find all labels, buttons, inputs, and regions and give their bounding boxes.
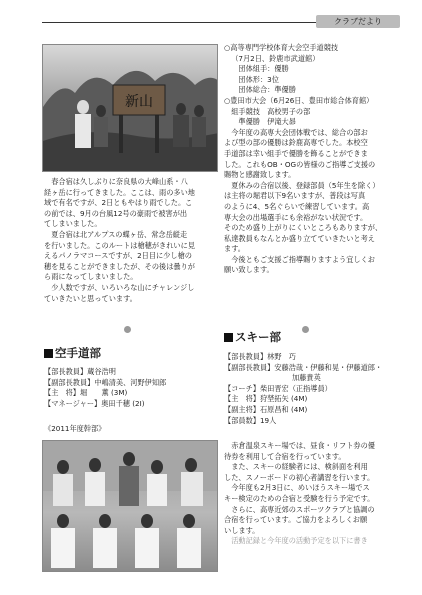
karate-result-line: そのため盛り上がりにくいところもありますが、 bbox=[224, 223, 383, 233]
ski-staff-line: 【コーチ】柴田晋宏（正指導員） bbox=[224, 383, 332, 393]
sign-text: 新山 bbox=[125, 94, 153, 110]
karate-result-line: 団体総合：準優勝 bbox=[238, 85, 296, 95]
karate-result-line: 準優勝 伊滝大昴 bbox=[238, 117, 296, 127]
karate-result-line: 専大会の出場選手にも余裕がない状況です。 bbox=[224, 212, 368, 222]
header-rule bbox=[42, 22, 358, 23]
mountain-club-text bbox=[44, 177, 224, 304]
ski-staff-line: 【部員数】19人 bbox=[224, 415, 277, 425]
mountain-text-line: 少人数ですが、いろいろな山にチャレンジし bbox=[51, 282, 195, 292]
karate-result-line: よび型の部の優勝は鈴鹿高専でした。本校空 bbox=[224, 138, 368, 148]
section-divider-dot bbox=[124, 326, 131, 333]
mountain-text-line: てしまいました。 bbox=[44, 219, 102, 229]
ski-text-line: 待券を利用して合宿を行っています。 bbox=[224, 451, 346, 461]
karate-result-line: 団体形：3位 bbox=[238, 74, 279, 84]
mountain-text-line: 経ヶ岳に行ってきました。ここは、雨の多い地 bbox=[44, 187, 195, 197]
mountain-text-line: の前では、9月の台風12号の豪雨で被害が出 bbox=[44, 208, 188, 218]
section-divider-dot bbox=[302, 326, 309, 333]
karate-result-line: 組手競技 高校男子の部 bbox=[231, 106, 311, 116]
square-bullet-icon bbox=[224, 333, 233, 342]
header-tab: クラブだより bbox=[316, 15, 400, 28]
karate-result-line: 願い致します。 bbox=[224, 265, 274, 275]
ski-text-line: 活動記録と今年度の活動予定を以下に書き bbox=[231, 536, 368, 546]
karate-result-line: 賜物と感謝致します。 bbox=[224, 170, 296, 180]
karate-result-line: ます。 bbox=[224, 244, 245, 254]
karate-result-line: した。これもOB・OGの皆様のご指導ご支援の bbox=[224, 159, 376, 169]
ski-section-title bbox=[224, 330, 281, 344]
mountain-text-line: えるパノラマコースですが、2日目に少し槍の bbox=[44, 251, 192, 261]
ski-staff-list bbox=[224, 352, 404, 426]
mountain-text-line: 夏合宿は北アルプスの蝶ヶ岳、常念岳縦走 bbox=[51, 229, 188, 239]
ski-staff-line: 【主 将】狩埜拓矢 (4M) bbox=[224, 394, 308, 404]
ski-text-line: した、スノーボードの初心者講習を行います。 bbox=[224, 472, 375, 482]
ski-staff-line: 【副部長教員】安藤浩哉・伊藤和晃・伊藤道郎・ bbox=[224, 362, 383, 372]
mountain-text-line: ら雨になってしまいました。 bbox=[44, 272, 138, 282]
karate-result-line: 手道部は幸い組手で優勝を飾ることができま bbox=[224, 148, 368, 158]
ski-text-line: 今年度も2月3日に、めいほうスキー場でス bbox=[231, 483, 370, 493]
mountain-photo-drawing bbox=[43, 45, 218, 172]
karate-result-line: 団体組手：優勝 bbox=[238, 64, 289, 74]
karate-result-line: ○豊田市大会（6月26日、豊田市総合体育館） bbox=[224, 95, 374, 105]
ski-body-text bbox=[224, 441, 404, 547]
karate-result-line: （7月2日、鈴鹿市武道館） bbox=[231, 53, 320, 63]
mountain-text-line: ていきたいと思っています。 bbox=[44, 293, 137, 303]
mountain-text-line: 穂を見ることができましたが、その後は曇りが bbox=[44, 261, 195, 271]
karate-result-line: のように4、5名ぐらいで練習しています。高 bbox=[224, 201, 370, 211]
karate-result-line: ○高等専門学校体育大会空手道競技 bbox=[224, 43, 339, 52]
ski-text-line: キー検定のための合宿と受験を行う予定です。 bbox=[224, 493, 375, 503]
karate-group-photo bbox=[42, 440, 218, 572]
karate-result-line: 今後ともご支援ご指導賜りますよう宜しくお bbox=[231, 254, 375, 264]
karate-staff-line: 【副部長教員】中嶋清美、河野伊知郎 bbox=[44, 377, 167, 387]
mountain-text-line: 域で有名ですが、2日ともやはり雨でした。こ bbox=[44, 198, 193, 208]
karate-staff-line: 【主 将】堀 薫 (3M) bbox=[44, 388, 128, 398]
karate-result-line: 夏休みの合宿以後、登録部員（5年生を除く） bbox=[231, 180, 380, 190]
ski-text-line: 赤倉温泉スキー場では、昼食・リフト券の優 bbox=[231, 441, 375, 450]
karate-title: 空手道部 bbox=[55, 346, 101, 360]
ski-text-line: また、スキーの経験者には、検斜面を利用 bbox=[231, 462, 368, 472]
karate-result-line: 私達教員もなんとか盛り立てていきたいと考え bbox=[224, 233, 375, 243]
karate-results-text bbox=[224, 43, 404, 276]
karate-result-line: は主将の堀君以下9名いますが、普段は写真 bbox=[224, 191, 366, 201]
ski-title: スキー部 bbox=[235, 330, 281, 344]
ski-text-line: 合宿を行っています。ご協力をよろしくお願 bbox=[224, 515, 368, 525]
karate-photo-caption: 《2011年度幹部》 bbox=[44, 424, 106, 433]
karate-staff-line: 【マネージャー】奥田千穂 (2I) bbox=[44, 398, 145, 408]
karate-result-line: 今年度の高専大会団体戦では、総合の部お bbox=[231, 127, 368, 137]
karate-section-title bbox=[44, 346, 101, 360]
karate-staff-list bbox=[44, 367, 224, 409]
ski-staff-line: 【部長教員】林野 巧 bbox=[224, 352, 296, 361]
ski-staff-line: 加藤貴英 bbox=[292, 373, 321, 383]
mountain-text-line: を行いました。このルートは槍穂がきれいに見 bbox=[44, 240, 195, 250]
karate-photo-drawing bbox=[43, 441, 218, 572]
ski-text-line: いします。 bbox=[224, 525, 260, 535]
mountain-photo bbox=[42, 44, 218, 172]
karate-staff-line: 【部長教員】蔵谷浩明 bbox=[44, 367, 116, 376]
ski-text-line: さらに、高専近郊のスポーツクラブと協調の bbox=[231, 504, 375, 514]
ski-staff-line: 【副主将】石原昌和 (4M) bbox=[224, 404, 308, 414]
mountain-text-line: 春合宿は久しぶりに奈良県の大峰山系・八 bbox=[51, 177, 188, 186]
square-bullet-icon bbox=[44, 349, 53, 358]
